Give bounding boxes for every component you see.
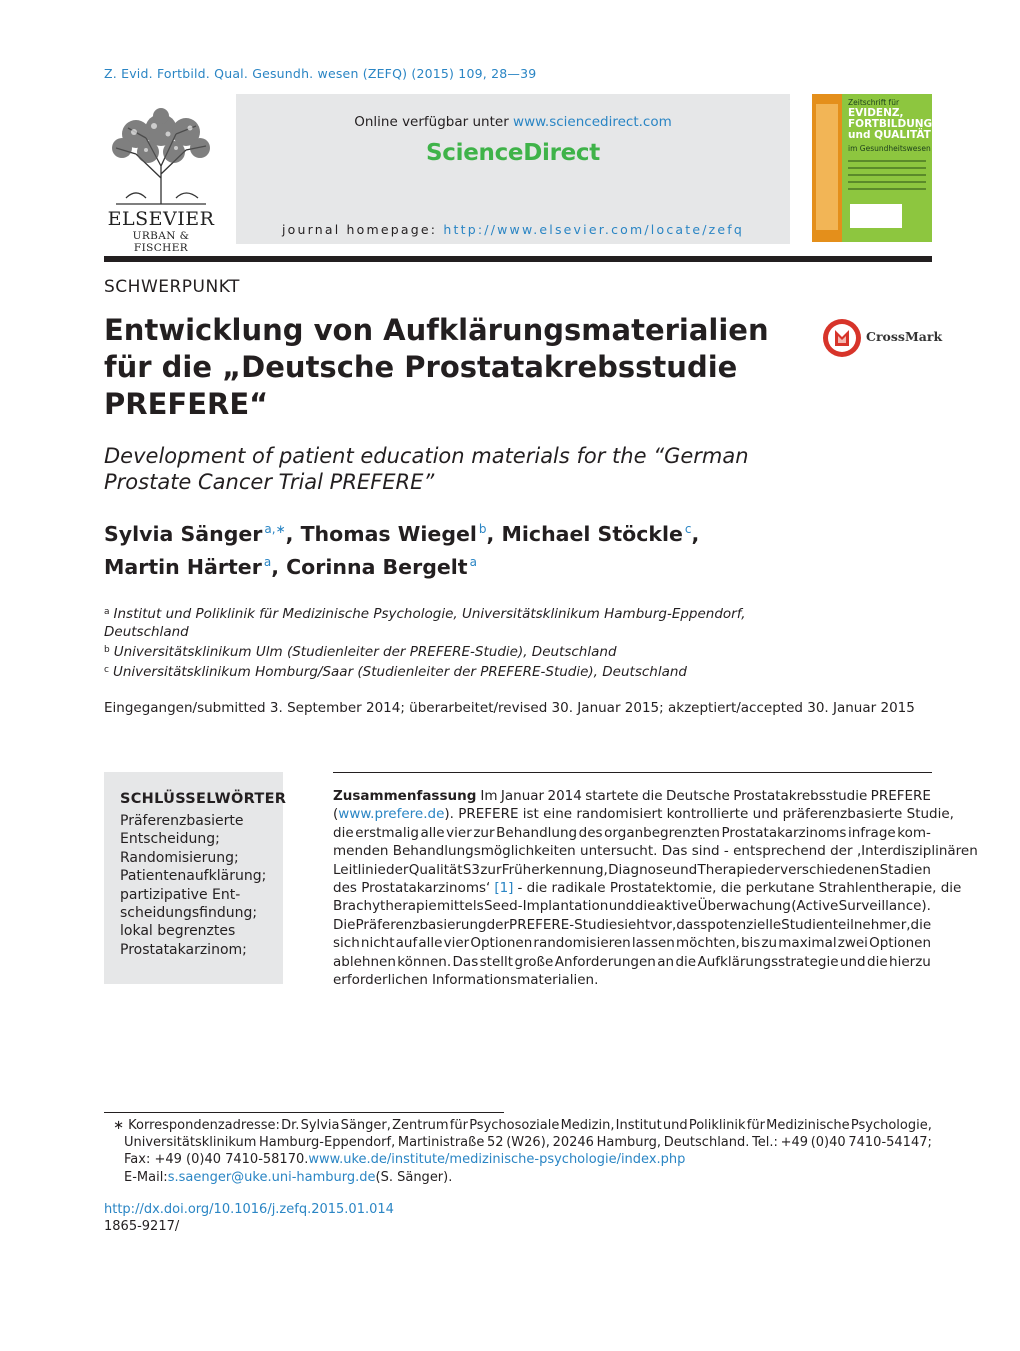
- cover-text-lines: [848, 160, 926, 195]
- abstract-word: Behandlung: [496, 824, 578, 841]
- abstract-word: der: [486, 916, 510, 933]
- abstract-word: Aufklärungsstrategie: [697, 953, 839, 970]
- author-separator: ,: [271, 555, 287, 579]
- author-affiliation-mark[interactable]: a: [263, 555, 272, 569]
- abstract-word: große: [514, 953, 554, 970]
- author-affiliation-mark[interactable]: c: [684, 522, 692, 536]
- reference-link[interactable]: [1]: [494, 880, 514, 897]
- footnote-word: (W26),: [506, 1135, 550, 1151]
- abstract-word: Präferenzbasierung: [355, 916, 487, 933]
- abstract-word: dass: [676, 916, 708, 933]
- keyword-line: Präferenzbasierte: [120, 813, 244, 829]
- abstract-word: Das: [452, 953, 479, 970]
- keyword-line: Entscheidung;: [120, 831, 220, 848]
- abstract-word: und: [839, 953, 866, 970]
- cover-zeitschrift: Zeitschrift für: [848, 98, 900, 107]
- abstract-word: randomisieren: [533, 935, 631, 952]
- abstract-word: und: [671, 861, 698, 878]
- issn: 1865-9217/: [104, 1219, 180, 1234]
- uke-website-link[interactable]: www.uke.de/institute/medizinische-psychologie/index.php: [308, 1152, 686, 1168]
- footnote-word: und: [662, 1118, 688, 1133]
- abstract-word: Optionen: [869, 935, 931, 952]
- abstract-word: hierzu: [889, 953, 931, 970]
- abstract-line: [333, 971, 931, 989]
- journal-citation[interactable]: Z. Evid. Fortbild. Qual. Gesundh. wesen (ZEFQ) (2015) 109, 28—39: [104, 66, 537, 81]
- affiliation-text: Universitätsklinikum Ulm (Studienleiter der PREFERE-Studie), Deutschland: [113, 644, 617, 660]
- abstract-word: die: [333, 824, 354, 841]
- affiliation-mark: c: [104, 665, 109, 675]
- article-subtitle: Development of patient education materials for the “German Prostate Cancer Trial PREFERE”: [104, 444, 749, 494]
- abstract-word: Optionen: [470, 935, 533, 952]
- footnote-word: 52: [487, 1135, 504, 1151]
- journal-homepage: [236, 222, 790, 237]
- elsevier-imprint: URBAN & FISCHER: [132, 230, 190, 254]
- email-label: E-Mail:: [124, 1169, 168, 1185]
- abstract-word: können.: [397, 953, 452, 970]
- author-line: [104, 548, 864, 581]
- abstract-word: nicht: [360, 935, 395, 952]
- header-rule: [104, 256, 932, 262]
- abstract-word: Brachytherapie: [333, 898, 437, 915]
- abstract-word: Studienteilnehmer,: [781, 916, 911, 933]
- affiliation-mark: b: [104, 645, 110, 655]
- affiliations: [104, 603, 804, 681]
- author-separator: ,: [285, 522, 301, 546]
- keyword-line: lokal begrenztes: [120, 923, 236, 940]
- abstract-word: S3: [462, 861, 481, 878]
- abstract-word: auf: [395, 935, 418, 952]
- abstract-word: die: [641, 788, 663, 804]
- prefere-link[interactable]: www.prefere.de: [338, 806, 445, 823]
- abstract-word: die: [867, 953, 888, 970]
- abstract-word: verschiedenen: [780, 861, 880, 878]
- abstract-line: [333, 934, 931, 952]
- abstract-word: zur: [473, 824, 495, 841]
- cover-title-line: FORTBILDUNG: [848, 118, 932, 130]
- abstract: [333, 787, 978, 989]
- affiliation: [104, 641, 804, 661]
- keywords-heading: SCHLÜSSELWÖRTER: [120, 791, 287, 807]
- footnote-word: Poliklinik: [688, 1118, 746, 1133]
- author-name: Martin Härter: [104, 555, 262, 579]
- abstract-word: Im: [480, 788, 498, 804]
- sciencedirect-link[interactable]: www.sciencedirect.com: [513, 114, 672, 130]
- abstract-line: [333, 805, 954, 823]
- abstract-word: und: [608, 898, 635, 915]
- keywords-box: [104, 772, 287, 984]
- keyword-line: Randomisierung;: [120, 849, 239, 866]
- abstract-word: - die radikale Prostatektomie, die perkutane Strahlentherapie, die: [517, 880, 962, 897]
- footnote-word: Medizinische: [766, 1118, 850, 1133]
- footnote-word: 20246: [552, 1135, 594, 1151]
- affiliation-mark: a: [104, 607, 110, 617]
- abstract-word: stellt: [479, 953, 514, 970]
- footnote-word: Medizin,: [560, 1118, 615, 1133]
- abstract-word: mittels: [437, 898, 484, 915]
- cover-white-box: [850, 204, 902, 228]
- cover-strip-inner: [816, 104, 838, 230]
- correspondence-footnote: [104, 1117, 932, 1186]
- abstract-word: PREFERE: [870, 788, 931, 804]
- author-affiliation-mark[interactable]: a: [469, 555, 477, 569]
- abstract-word: die: [634, 898, 656, 915]
- abstract-word: ). PREFERE ist eine randomisiert kontrollierte und präferenzbasierte Studie,: [444, 806, 954, 823]
- abstract-label: Zusammenfassung: [333, 788, 477, 804]
- abstract-word: aktive: [655, 898, 698, 915]
- doi-link[interactable]: http://dx.doi.org/10.1016/j.zefq.2015.01.014: [104, 1202, 394, 1217]
- abstract-word: Informationsmaterialien.: [431, 972, 599, 989]
- author-separator: ,: [486, 522, 502, 546]
- affiliation-text: Institut und Poliklinik für Medizinische Psychologie, Universitätsklinikum Hamburg-Eppendorf,: [113, 606, 746, 622]
- footnote-word: Psychosoziale: [469, 1118, 560, 1133]
- abstract-word: Stadien: [879, 861, 931, 878]
- abstract-word: Januar: [500, 788, 545, 804]
- author-affiliation-mark[interactable]: a,∗: [264, 522, 286, 536]
- author-name: Thomas Wiegel: [300, 522, 477, 546]
- footnote-word: Deutschland.: [663, 1135, 750, 1151]
- abstract-word: infrage: [847, 824, 896, 841]
- author-separator: ,: [691, 522, 700, 546]
- footnote-word: Korrespondenzadresse:: [124, 1118, 280, 1133]
- abstract-word: maximal: [778, 935, 837, 952]
- abstract-word: an: [657, 953, 675, 970]
- abstract-word: Seed-Implantation: [483, 898, 609, 915]
- abstract-word: organbegrenzten: [604, 824, 720, 841]
- footnote-word: Zentrum: [392, 1118, 449, 1133]
- abstract-word: zwei: [837, 935, 868, 952]
- elsevier-tree-icon: [106, 108, 216, 206]
- crossmark-badge[interactable]: [822, 318, 943, 358]
- abstract-word: 2014: [547, 788, 582, 804]
- abstract-word: die: [910, 916, 932, 933]
- footnote-word: Psychologie,: [850, 1118, 932, 1133]
- email-suffix: (S. Sänger).: [375, 1169, 453, 1185]
- availability-prefix: Online verfügbar unter: [354, 114, 509, 130]
- footnote-word: Dr.: [281, 1118, 300, 1133]
- cover-title: [848, 108, 932, 141]
- author-name: Michael Stöckle: [501, 522, 683, 546]
- affiliation-text: Universitätsklinikum Homburg/Saar (Studienleiter der PREFERE-Studie), Deutschland: [112, 664, 687, 680]
- abstract-word: vier: [443, 935, 470, 952]
- cover-orange-strip: [812, 94, 842, 242]
- crossmark-label: CrossMark: [866, 329, 943, 344]
- author-name: Corinna Bergelt: [286, 555, 468, 579]
- abstract-word: der: [386, 861, 409, 878]
- abstract-word: startete: [585, 788, 639, 804]
- author-line: [104, 515, 864, 548]
- footnote-word: (0)40: [810, 1135, 846, 1151]
- homepage-prefix: journal homepage:: [281, 222, 438, 237]
- footnote-word: +49: [780, 1135, 809, 1151]
- cover-title-line: und QUALITÄT: [848, 129, 931, 141]
- abstract-word: bis: [740, 935, 761, 952]
- abstract-word: alle: [418, 935, 443, 952]
- sciencedirect-title: ScienceDirect: [426, 140, 600, 166]
- abstract-line: [333, 953, 931, 971]
- abstract-word: Leitlinie: [333, 861, 386, 878]
- author-name: Sylvia Sänger: [104, 522, 263, 546]
- abstract-word: Qualität: [408, 861, 463, 878]
- abstract-word: Früherkennung,: [501, 861, 608, 878]
- affiliation: [104, 603, 804, 623]
- footnote-star: ∗: [113, 1118, 124, 1133]
- abstract-word: Die: [333, 916, 356, 933]
- abstract-word: potenzielle: [707, 916, 782, 933]
- sciencedirect-availability: [236, 114, 790, 130]
- abstract-word: der: [757, 861, 780, 878]
- footnote-word: Universitätsklinikum: [124, 1135, 257, 1151]
- keywords-list: [120, 812, 266, 959]
- journal-homepage-link[interactable]: http://www.elsevier.com/locate/zefq: [443, 222, 745, 237]
- sciencedirect-box: [236, 94, 790, 244]
- abstract-word: Anforderungen: [554, 953, 656, 970]
- footnote-word: 7410-54147;: [848, 1135, 932, 1151]
- abstract-word: zu: [761, 935, 778, 952]
- keyword-line: Patientenaufklärung;: [120, 868, 267, 885]
- abstract-word: Überwachung: [697, 898, 791, 915]
- keyword-line: Prostatakarzinom;: [120, 941, 247, 958]
- abstract-word: kom-: [897, 824, 931, 841]
- author-list: [104, 515, 864, 581]
- author-affiliation-mark[interactable]: b: [478, 522, 487, 536]
- abstract-line: [333, 916, 931, 934]
- elsevier-logo: [104, 102, 218, 254]
- abstract-word: die: [675, 953, 697, 970]
- journal-cover-thumbnail[interactable]: [812, 94, 932, 242]
- cover-title-line: EVIDENZ,: [848, 107, 904, 119]
- footnote-word: für: [746, 1118, 765, 1133]
- footnote-word: Sylvia: [300, 1118, 340, 1133]
- abstract-word: zur: [480, 861, 502, 878]
- abstract-rule: [333, 772, 932, 773]
- email-link[interactable]: s.saenger@uke.uni-hamburg.de: [167, 1169, 376, 1185]
- article-dates: Eingegangen/submitted 3. September 2014; überarbeitet/revised 30. Januar 2015; akzeptiert/accepted 30. Januar 2015: [104, 700, 915, 716]
- abstract-word: ablehnen: [333, 953, 396, 970]
- footnote-word: Hamburg-Eppendorf,: [259, 1135, 396, 1151]
- abstract-word: (Active: [791, 898, 839, 915]
- abstract-word: alle: [420, 824, 445, 841]
- abstract-word: Therapie: [697, 861, 758, 878]
- abstract-word: Deutsche: [665, 788, 730, 804]
- affiliation-continued: Deutschland: [104, 624, 189, 640]
- abstract-line: [333, 787, 931, 805]
- footnote-word: Tel.:: [752, 1135, 778, 1151]
- cover-subtitle: im Gesundheitswesen: [848, 144, 931, 153]
- footnote-word: für: [449, 1118, 468, 1133]
- abstract-word: sieht: [617, 916, 651, 933]
- abstract-word: Prostatakarzinoms: [721, 824, 847, 841]
- abstract-line: [333, 879, 962, 897]
- abstract-word: sich: [333, 935, 360, 952]
- section-tag: SCHWERPUNKT: [104, 277, 240, 297]
- article-title: Entwicklung von Aufklärungsmaterialien für die „Deutsche Prostatakrebsstudie PREFERE“: [104, 313, 769, 421]
- footnote-line-start: [104, 1117, 280, 1134]
- affiliation: [104, 661, 804, 681]
- abstract-word: PREFERE-Studie: [509, 916, 618, 933]
- footnote-rule: [104, 1112, 504, 1113]
- abstract-line: [333, 824, 931, 842]
- keyword-line: scheidungsfindung;: [120, 905, 258, 922]
- footnote-line: [104, 1169, 932, 1186]
- abstract-word: vier: [446, 824, 472, 841]
- elsevier-wordmark: ELSEVIER: [107, 208, 215, 230]
- footnote-line: [104, 1134, 932, 1151]
- abstract-word: erstmalig: [355, 824, 419, 841]
- footnote-word: Sänger,: [340, 1118, 391, 1133]
- abstract-word: Surveillance).: [838, 898, 931, 915]
- fax-text: Fax: +49 (0)40 7410-58170.: [124, 1152, 309, 1168]
- abstract-word: des: [578, 824, 603, 841]
- abstract-line-start: [333, 787, 498, 805]
- abstract-word: erforderlichen: [333, 972, 428, 989]
- abstract-word: vor,: [650, 916, 677, 933]
- abstract-word: möchten,: [675, 935, 740, 952]
- footnote-line: [104, 1117, 932, 1134]
- crossmark-icon: [822, 318, 862, 358]
- footnote-word: Hamburg,: [596, 1135, 662, 1151]
- keyword-line: partizipative Ent-: [120, 886, 241, 903]
- journal-header: [104, 94, 932, 254]
- footnote-line: [104, 1151, 932, 1168]
- abstract-word: (: [333, 806, 339, 823]
- abstract-word: menden Behandlungsmöglichkeiten untersucht. Das sind - entsprechend der ‚Interdisziplinären: [333, 843, 978, 860]
- abstract-word: Prostatakrebsstudie: [733, 788, 868, 804]
- footnote-word: Institut: [615, 1118, 662, 1133]
- abstract-line: [333, 861, 931, 879]
- abstract-word: Diagnose: [608, 861, 672, 878]
- abstract-word: des Prostatakarzinoms‘: [333, 880, 491, 897]
- footnote-word: Martinistraße: [397, 1135, 485, 1151]
- abstract-line: [333, 897, 931, 915]
- abstract-word: lassen: [631, 935, 675, 952]
- abstract-line: [333, 842, 978, 860]
